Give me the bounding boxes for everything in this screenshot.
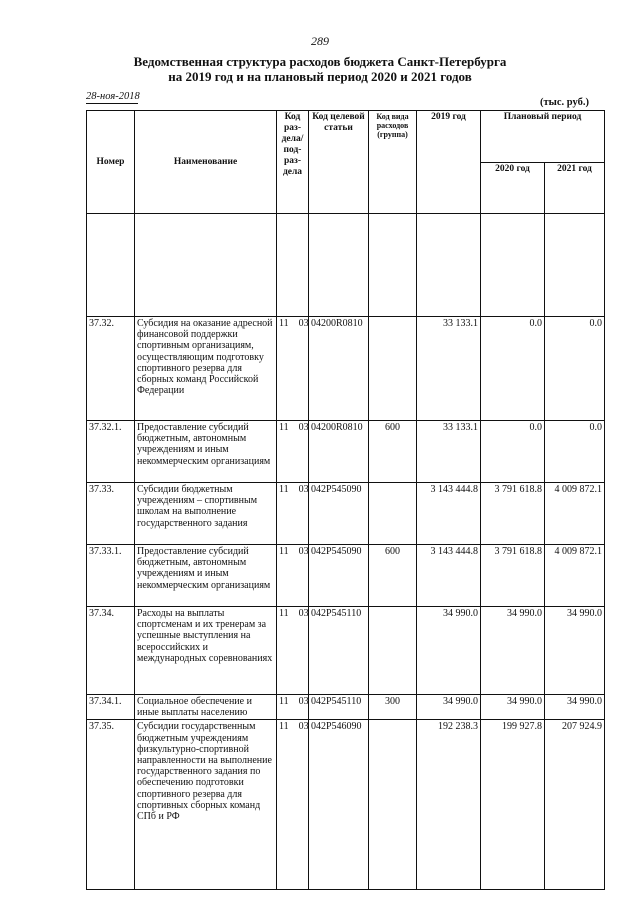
subsection-code: 03	[298, 546, 309, 557]
header-2021: 2021 год	[545, 162, 605, 214]
row-target-code: 042P545110	[309, 607, 369, 695]
row-expense-type: 600	[369, 421, 417, 483]
subsection-code: 03	[298, 484, 309, 495]
row-target-code: 042P545090	[309, 483, 369, 545]
section-code: 11	[279, 608, 289, 619]
row-number: 37.33.	[87, 483, 135, 545]
page-number: 289	[311, 34, 329, 48]
header-2019: 2019 год	[417, 111, 481, 214]
section-code: 11	[279, 696, 289, 707]
section-code: 11	[279, 484, 289, 495]
row-expense-type	[369, 607, 417, 695]
table-row	[87, 720, 605, 890]
row-section-code	[277, 421, 309, 483]
row-target-code: 04200R0810	[309, 317, 369, 421]
row-name: Субсидии государственным бюджетным учреждениям физкультурно-спортивной направленности на выполнение государственного задания по обеспечению подготовки спортивного резерва для спортивных сборных команд СПб и РФ	[135, 720, 277, 890]
row-value-2021: 0.0	[545, 421, 605, 483]
row-expense-type	[369, 720, 417, 890]
report-date: 28-ноя-2018	[86, 91, 140, 102]
row-value-2021: 34 990.0	[545, 607, 605, 695]
row-section-code	[277, 607, 309, 695]
subsection-code: 03	[298, 608, 309, 619]
header-name: Наименование	[135, 111, 277, 214]
row-expense-type	[369, 483, 417, 545]
header-number: Номер	[87, 111, 135, 214]
subsection-code: 03	[298, 721, 309, 733]
header-expense-type: Код вида расходов (группа)	[369, 111, 417, 214]
table-row	[87, 695, 605, 720]
row-value-2019: 192 238.3	[417, 720, 481, 890]
subsection-code: 03	[298, 318, 309, 329]
row-value-2020: 3 791 618.8	[481, 545, 545, 607]
table-row	[87, 607, 605, 695]
blank-row	[87, 214, 605, 317]
header-section-code: Код раз-дела/ под-раз-дела	[277, 111, 309, 214]
subsection-code: 03	[298, 696, 309, 707]
table-row	[87, 483, 605, 545]
header-2020: 2020 год	[481, 162, 545, 214]
row-target-code: 042P545090	[309, 545, 369, 607]
row-name: Расходы на выплаты спортсменам и их тренерам за успешные выступления на всероссийских и международных соревнованиях	[135, 607, 277, 695]
row-expense-type: 300	[369, 695, 417, 720]
row-value-2021: 4 009 872.1	[545, 483, 605, 545]
section-code: 11	[279, 721, 289, 733]
row-value-2019: 3 143 444.8	[417, 545, 481, 607]
row-target-code: 042P545110	[309, 695, 369, 720]
row-value-2019: 3 143 444.8	[417, 483, 481, 545]
row-value-2020: 0.0	[481, 421, 545, 483]
row-section-code	[277, 483, 309, 545]
date-underline	[86, 103, 138, 104]
table-row	[87, 317, 605, 421]
row-number: 37.35.	[87, 720, 135, 890]
table-row	[87, 421, 605, 483]
budget-table	[86, 110, 605, 890]
row-value-2019: 34 990.0	[417, 607, 481, 695]
row-value-2020: 34 990.0	[481, 695, 545, 720]
row-section-code	[277, 545, 309, 607]
row-number: 37.33.1.	[87, 545, 135, 607]
row-value-2021: 4 009 872.1	[545, 545, 605, 607]
section-code: 11	[279, 422, 289, 433]
document-title-line1: Ведомственная структура расходов бюджета Санкт-Петербурга	[133, 54, 507, 69]
row-number: 37.34.	[87, 607, 135, 695]
row-value-2020: 34 990.0	[481, 607, 545, 695]
row-value-2019: 33 133.1	[417, 317, 481, 421]
row-target-code: 042P546090	[309, 720, 369, 890]
row-number: 37.32.	[87, 317, 135, 421]
row-value-2020: 0.0	[481, 317, 545, 421]
header-row	[87, 111, 605, 163]
row-value-2020: 199 927.8	[481, 720, 545, 890]
header-target-code: Код целевой статьи	[309, 111, 369, 214]
section-code: 11	[279, 318, 289, 329]
row-number: 37.34.1.	[87, 695, 135, 720]
row-number: 37.32.1.	[87, 421, 135, 483]
row-section-code	[277, 695, 309, 720]
row-name: Социальное обеспечение и иные выплаты населению	[135, 695, 277, 720]
row-target-code: 04200R0810	[309, 421, 369, 483]
row-value-2021: 0.0	[545, 317, 605, 421]
row-value-2021: 207 924.9	[545, 720, 605, 890]
row-section-code	[277, 317, 309, 421]
row-expense-type: 600	[369, 545, 417, 607]
header-planned-period: Плановый период	[481, 111, 605, 163]
row-value-2021: 34 990.0	[545, 695, 605, 720]
table-row	[87, 545, 605, 607]
row-expense-type	[369, 317, 417, 421]
section-code: 11	[279, 546, 289, 557]
row-name: Субсидии бюджетным учреждениям – спортивным школам на выполнение государственного задания	[135, 483, 277, 545]
subsection-code: 03	[298, 422, 309, 433]
document-title-line2: на 2019 год и на плановый период 2020 и 2021 годов	[168, 69, 472, 84]
units-label: (тыс. руб.)	[540, 97, 589, 108]
row-value-2019: 33 133.1	[417, 421, 481, 483]
row-value-2019: 34 990.0	[417, 695, 481, 720]
row-value-2020: 3 791 618.8	[481, 483, 545, 545]
row-name: Субсидия на оказание адресной финансовой поддержки спортивным организациям, осуществляющим подготовку спортивного резерва для сборных команд Российской Федерации	[135, 317, 277, 421]
row-name: Предоставление субсидий бюджетным, автономным учреждениям и иным некоммерческим организациям	[135, 545, 277, 607]
row-section-code	[277, 720, 309, 890]
row-name: Предоставление субсидий бюджетным, автономным учреждениям и иным некоммерческим организациям	[135, 421, 277, 483]
